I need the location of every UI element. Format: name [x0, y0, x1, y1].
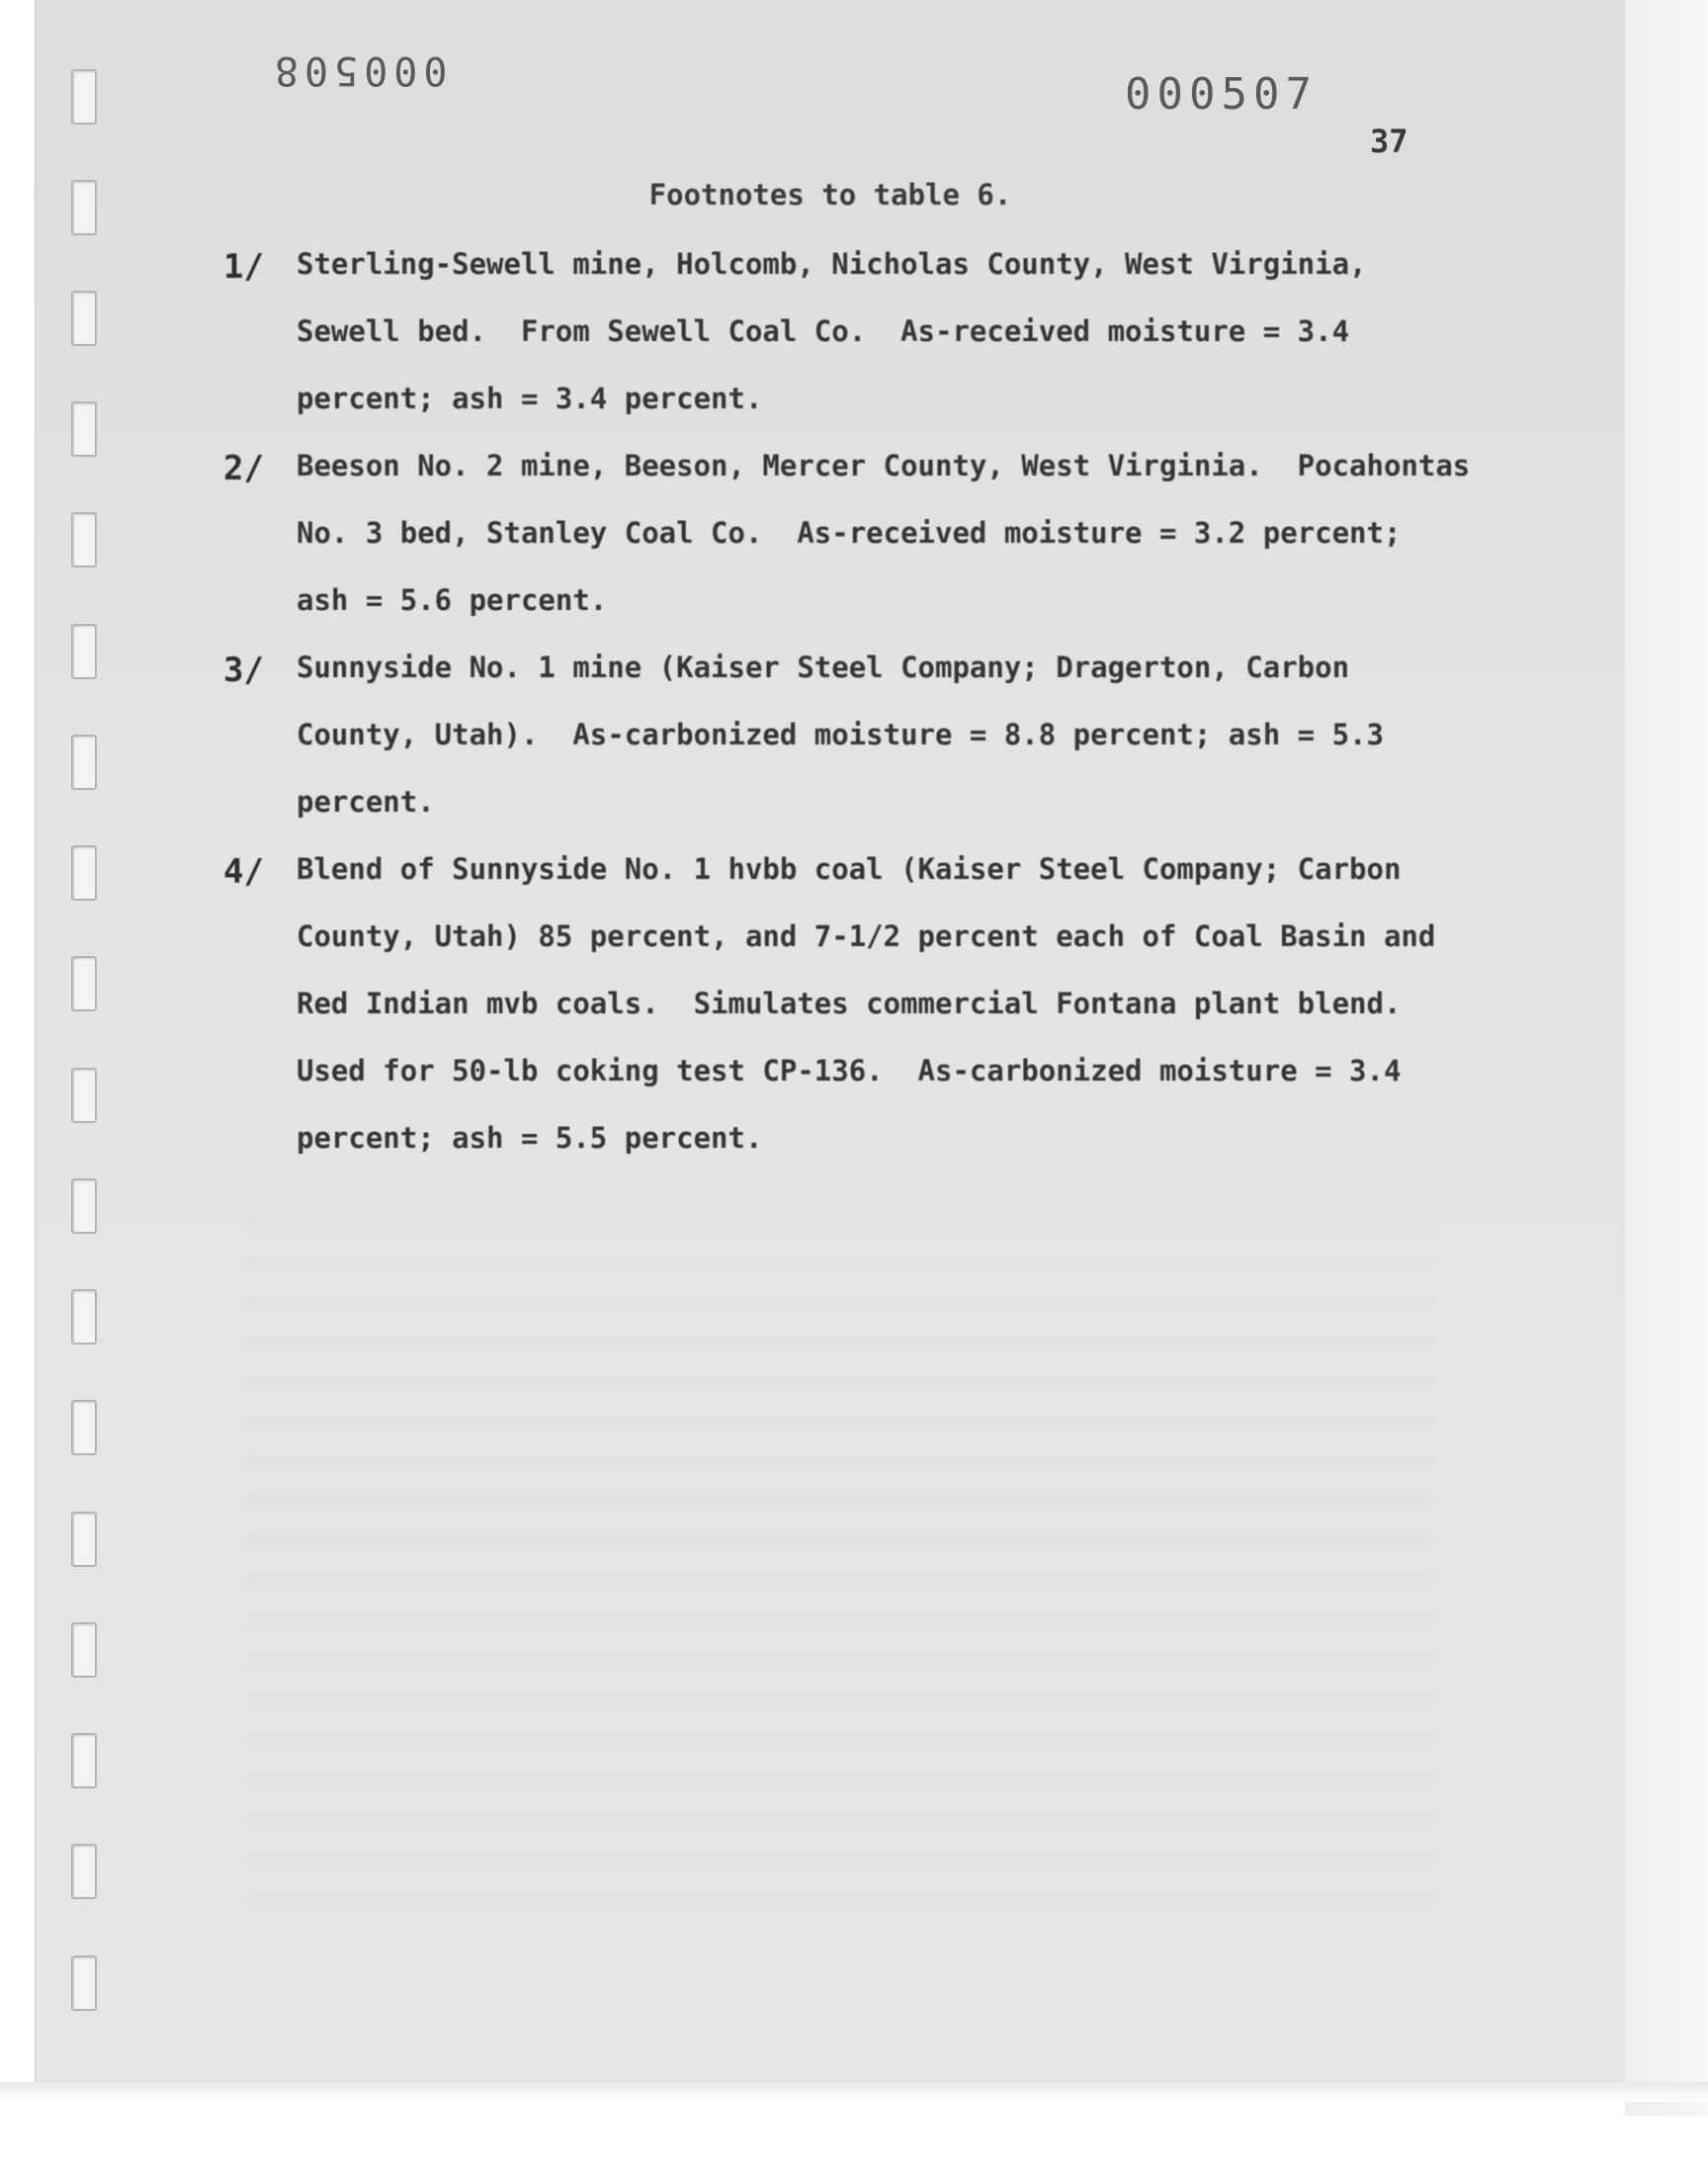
footnote-marker: 2/: [223, 449, 264, 488]
feed-hole: [71, 1622, 97, 1678]
document-stamp-right: 000507: [1125, 69, 1318, 120]
footnote-line: percent; ash = 3.4 percent.: [297, 382, 763, 415]
footnote-line: ash = 5.6 percent.: [297, 583, 608, 617]
page-title: Footnotes to table 6.: [648, 178, 1012, 212]
feed-hole: [71, 624, 97, 679]
footnote-text: [297, 651, 1469, 852]
footnote-marker: 3/: [223, 651, 264, 690]
footnote-line: Red Indian mvb coals. Simulates commercial Fontana plant blend.: [297, 987, 1402, 1020]
page-margin: [1625, 0, 1708, 2116]
feed-hole: [71, 1400, 97, 1455]
footnote-line: No. 3 bed, Stanley Coal Co. As-received moisture = 3.2 percent;: [297, 516, 1402, 550]
footnote-text: [297, 247, 1469, 449]
feed-hole: [71, 69, 97, 125]
footnotes-list: [223, 247, 1469, 1188]
footnote-line: Sunnyside No. 1 mine (Kaiser Steel Company; Dragerton, Carbon: [297, 651, 1350, 684]
feed-hole: [71, 1844, 97, 1899]
footnote-marker: 4/: [223, 852, 264, 892]
feed-hole: [71, 1512, 97, 1567]
feed-hole: [71, 1068, 97, 1123]
footnote-text: [297, 852, 1469, 1188]
feed-hole: [71, 1956, 97, 2011]
feed-hole: [71, 512, 97, 567]
footnote: [223, 449, 1469, 651]
footnote: [223, 247, 1469, 449]
page-number: 37: [1370, 123, 1409, 160]
footnote-marker: 1/: [223, 247, 264, 287]
feed-hole: [71, 401, 97, 457]
feed-hole: [71, 1289, 97, 1345]
footnote-line: Blend of Sunnyside No. 1 hvbb coal (Kaiser Steel Company; Carbon: [297, 852, 1402, 886]
feed-hole: [71, 845, 97, 901]
footnote-line: Sterling-Sewell mine, Holcomb, Nicholas County, West Virginia,: [297, 247, 1367, 281]
footnote-line: percent; ash = 5.5 percent.: [297, 1121, 763, 1155]
feed-hole: [71, 1733, 97, 1788]
footnote: [223, 852, 1469, 1188]
footnote-line: County, Utah). As-carbonized moisture = 8.8 percent; ash = 5.3: [297, 718, 1384, 751]
feed-hole: [71, 1178, 97, 1234]
feed-hole: [71, 956, 97, 1011]
document-stamp-left: 000508: [269, 47, 448, 93]
footnote: [223, 651, 1469, 852]
page-bottom-edge: [0, 2082, 1708, 2102]
footnote-line: Beeson No. 2 mine, Beeson, Mercer County, West Virginia. Pocahontas: [297, 449, 1471, 482]
show-through-text: [247, 1186, 1433, 1898]
feed-hole: [71, 291, 97, 346]
footnote-line: Sewell bed. From Sewell Coal Co. As-received moisture = 3.4: [297, 314, 1350, 348]
footnote-line: Used for 50-lb coking test CP-136. As-carbonized moisture = 3.4: [297, 1054, 1402, 1088]
footnote-text: [297, 449, 1469, 651]
feed-hole: [71, 735, 97, 790]
footnote-line: County, Utah) 85 percent, and 7-1/2 percent each of Coal Basin and: [297, 919, 1436, 953]
tractor-feed-holes: [71, 69, 97, 2027]
footnote-line: percent.: [297, 785, 435, 819]
